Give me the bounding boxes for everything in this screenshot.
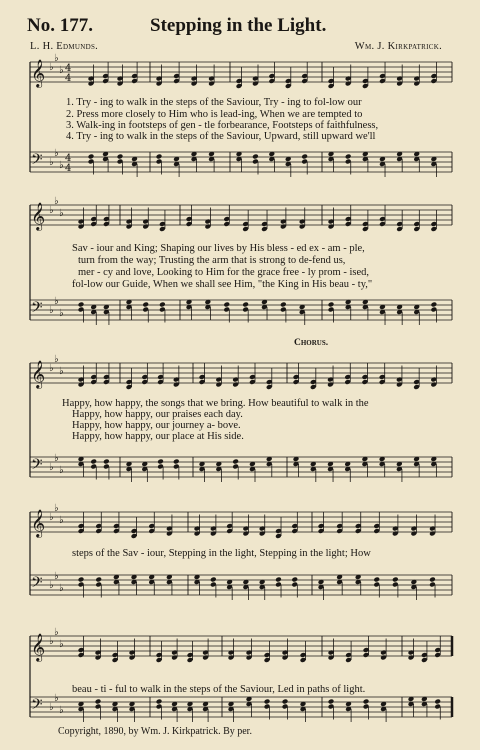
bass-clef-icon: 𝄢 bbox=[31, 456, 43, 477]
note-head bbox=[88, 154, 95, 160]
note-head bbox=[78, 302, 85, 308]
flat-icon: ♭ bbox=[59, 465, 64, 476]
flat-icon: ♭ bbox=[49, 62, 54, 73]
note-head bbox=[373, 577, 380, 583]
note-head bbox=[363, 699, 370, 705]
flat-icon: ♭ bbox=[49, 205, 54, 216]
note-head bbox=[142, 302, 149, 308]
note-head bbox=[291, 577, 298, 583]
flat-icon: ♭ bbox=[59, 515, 64, 526]
treble-clef-icon: 𝄞 bbox=[31, 360, 46, 388]
time-signature: 4 bbox=[65, 153, 72, 164]
verse-1-line: Sav - iour and King; Shaping our lives by His bless - ed ex - am - ple, bbox=[72, 243, 365, 254]
chorus-line: beau - ti - ful to walk in the steps of the Saviour, Led in paths of light. bbox=[72, 684, 366, 695]
chorus-label: Chorus. bbox=[294, 338, 329, 348]
note-head bbox=[280, 302, 287, 308]
flat-icon: ♭ bbox=[59, 366, 64, 377]
verse-2-line: turn from the way; Trusting the arm that is strong to de-fend us, bbox=[78, 255, 346, 266]
flat-icon: ♭ bbox=[59, 583, 64, 594]
chorus-line: Happy, how happy, our place at His side. bbox=[72, 431, 244, 442]
hymn-number: No. 177. bbox=[27, 15, 93, 36]
time-signature: 4 bbox=[65, 73, 72, 84]
note-head bbox=[156, 699, 163, 705]
note-head bbox=[157, 459, 164, 465]
flat-icon: ♭ bbox=[49, 580, 54, 591]
composer-credit: Wm. J. Kirkpatrick. bbox=[354, 41, 442, 52]
note-head bbox=[328, 302, 335, 308]
flat-icon: ♭ bbox=[59, 308, 64, 319]
time-signature: 4 bbox=[65, 63, 72, 74]
note-head bbox=[252, 154, 259, 160]
flat-icon: ♭ bbox=[54, 148, 59, 159]
note-head bbox=[95, 577, 102, 583]
note-head bbox=[232, 459, 239, 465]
flat-icon: ♭ bbox=[49, 702, 54, 713]
note-head bbox=[223, 302, 230, 308]
chorus-line: Happy, how happy, our praises each day. bbox=[72, 409, 243, 420]
flat-icon: ♭ bbox=[49, 157, 54, 168]
note-head bbox=[328, 699, 335, 705]
hymn-title: Stepping in the Light. bbox=[150, 15, 327, 36]
verse-3-line: 3. Walk-ing in footsteps of gen - tle forbearance, Footsteps of faithfulness, bbox=[66, 120, 379, 131]
flat-icon: ♭ bbox=[54, 354, 59, 365]
flat-icon: ♭ bbox=[54, 453, 59, 464]
treble-clef-icon: 𝄞 bbox=[31, 509, 46, 537]
lyricist-credit: L. H. Edmunds. bbox=[30, 41, 99, 52]
verse-1-line: 1. Try - ing to walk in the steps of the Saviour, Try - ing to fol-low our bbox=[66, 97, 362, 108]
treble-clef-icon: 𝄞 bbox=[31, 202, 46, 230]
time-signature: 4 bbox=[65, 163, 72, 174]
flat-icon: ♭ bbox=[49, 462, 54, 473]
note-head bbox=[434, 699, 441, 705]
flat-icon: ♭ bbox=[54, 296, 59, 307]
flat-icon: ♭ bbox=[59, 208, 64, 219]
copyright-notice: Copyright, 1890, by Wm. J. Kirkpatrick. By per. bbox=[58, 726, 252, 737]
note-head bbox=[429, 577, 436, 583]
flat-icon: ♭ bbox=[49, 305, 54, 316]
verse-4-line: fol-low our Guide, When we shall see Him, "the King in His beau - ty," bbox=[72, 279, 373, 290]
note-head bbox=[78, 577, 85, 583]
flat-icon: ♭ bbox=[54, 53, 59, 64]
note-head bbox=[159, 302, 166, 308]
flat-icon: ♭ bbox=[54, 627, 59, 638]
note-head bbox=[90, 459, 97, 465]
treble-clef-icon: 𝄞 bbox=[31, 633, 46, 661]
verse-3-line: mer - cy and love, Looking to Him for the grace free - ly prom - ised, bbox=[78, 267, 369, 278]
flat-icon: ♭ bbox=[49, 636, 54, 647]
verse-4-line: 4. Try - ing to walk in the steps of the Saviour, Upward, still upward we'll bbox=[66, 131, 376, 142]
note-head bbox=[117, 154, 124, 160]
chorus-line: Happy, how happy, our journey a- bove. bbox=[72, 420, 241, 431]
flat-icon: ♭ bbox=[54, 571, 59, 582]
bass-clef-icon: 𝄢 bbox=[31, 696, 43, 717]
flat-icon: ♭ bbox=[59, 65, 64, 76]
note-head bbox=[301, 154, 308, 160]
note-head bbox=[210, 577, 217, 583]
bass-clef-icon: 𝄢 bbox=[31, 574, 43, 595]
bass-clef-icon: 𝄢 bbox=[31, 299, 43, 320]
note-head bbox=[282, 699, 289, 705]
note-head bbox=[431, 302, 438, 308]
flat-icon: ♭ bbox=[59, 160, 64, 171]
flat-icon: ♭ bbox=[49, 363, 54, 374]
note-head bbox=[156, 154, 163, 160]
note-head bbox=[392, 577, 399, 583]
chorus-line: steps of the Sav - iour, Stepping in the light, Stepping in the light; How bbox=[72, 548, 371, 559]
chorus-line: Happy, how happy, the songs that we bring. How beautiful to walk in the bbox=[62, 398, 369, 409]
bass-clef-icon: 𝄢 bbox=[31, 151, 43, 172]
note-head bbox=[103, 459, 110, 465]
flat-icon: ♭ bbox=[54, 693, 59, 704]
treble-clef-icon: 𝄞 bbox=[31, 59, 46, 87]
note-head bbox=[275, 577, 282, 583]
flat-icon: ♭ bbox=[54, 196, 59, 207]
flat-icon: ♭ bbox=[54, 503, 59, 514]
verse-2-line: 2. Press more closely to Him who is lead-ing, When we are tempted to bbox=[66, 109, 363, 120]
note-head bbox=[264, 699, 271, 705]
note-head bbox=[173, 459, 180, 465]
flat-icon: ♭ bbox=[59, 705, 64, 716]
note-head bbox=[242, 302, 249, 308]
note-head bbox=[95, 699, 102, 705]
flat-icon: ♭ bbox=[49, 512, 54, 523]
note-head bbox=[345, 154, 352, 160]
flat-icon: ♭ bbox=[59, 639, 64, 650]
